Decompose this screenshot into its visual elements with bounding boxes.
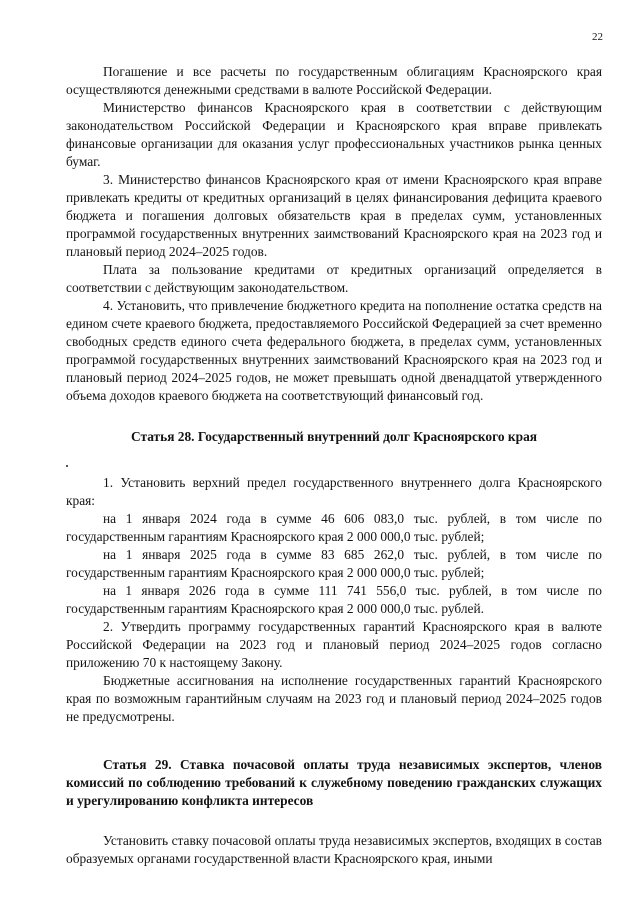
paragraph-art28-item-1: 1. Установить верхний предел государственного внутреннего долга Красноярского края:	[66, 475, 602, 508]
paragraph-art28-item-2: 2. Утвердить программу государственных гарантий Красноярского края в валюте Российской Федерации на 2023 год и плановый период 2024–2025 годов согласно приложению 70 к настоящему Закону.	[66, 619, 602, 670]
paragraph-art28-allocations: Бюджетные ассигнования на исполнение государственных гарантий Красноярского края по возможным гарантийным случаям на 2023 год и плановый период 2024–2025 годов не предусмотрены.	[66, 673, 602, 724]
paragraph-art28-2024: на 1 января 2024 года в сумме 46 606 083,0 тыс. рублей, в том числе по государственным гарантиям Красноярского края 2 000 000,0 тыс. рублей;	[66, 511, 602, 544]
page-number: 22	[592, 31, 603, 43]
paragraph-art28-2025: на 1 января 2025 года в сумме 83 685 262,0 тыс. рублей, в том числе по государственным гарантиям Красноярского края 2 000 000,0 тыс. рублей;	[66, 547, 602, 580]
article-29-heading: Статья 29. Ставка почасовой оплаты труда независимых экспертов, членов комиссий по соблюдению требований к служебному поведению гражданских служащих и урегулированию конфликта интересов	[66, 757, 602, 808]
article-28-heading: Статья 28. Государственный внутренний долг Красноярского края	[130, 429, 538, 444]
scan-speck	[66, 465, 68, 467]
paragraph-bonds-settlement: Погашение и все расчеты по государственным облигациям Красноярского края осуществляются денежными средствами в валюте Российской Федерации.	[66, 64, 602, 97]
paragraph-art29-rate: Установить ставку почасовой оплаты труда независимых экспертов, входящих в состав образуемых органами государственной власти Красноярского края, иными	[66, 833, 602, 866]
paragraph-item-4-budget-credit: 4. Установить, что привлечение бюджетного кредита на пополнение остатка средств на едином счете краевого бюджета, предоставляемого Российской Федерацией за счет временно свободных средств единого счета федерального бюджета, в пределах сумм, установленных программой государственных внутренних заимствований Красноярского края на 2023 год и плановый период 2024–2025 годов, не может превышать одной двенадцатой утвержденного объема доходов краевого бюджета на соответствующий финансовый год.	[66, 298, 602, 403]
document-body	[66, 63, 602, 868]
paragraph-credit-fee: Плата за пользование кредитами от кредитных организаций определяется в соответствии с действующим законодательством.	[66, 262, 602, 295]
paragraph-art28-2026: на 1 января 2026 года в сумме 111 741 556,0 тыс. рублей, в том числе по государственным гарантиям Красноярского края 2 000 000,0 тыс. рублей.	[66, 583, 602, 616]
paragraph-item-3-credits: 3. Министерство финансов Красноярского края от имени Красноярского края вправе привлекать кредиты от кредитных организаций в целях финансирования дефицита краевого бюджета и погашения долговых обязательств края в пределах сумм, установленных программой государственных внутренних заимствований Красноярского края на 2023 год и плановый период 2024–2025 годов.	[66, 172, 602, 259]
paragraph-ministry-financial-orgs: Министерство финансов Красноярского края в соответствии с действующим законодательством Российской Федерации и Красноярского края вправе привлекать финансовые организации для оказания услуг профессиональных участников рынка ценных бумаг.	[66, 100, 602, 169]
